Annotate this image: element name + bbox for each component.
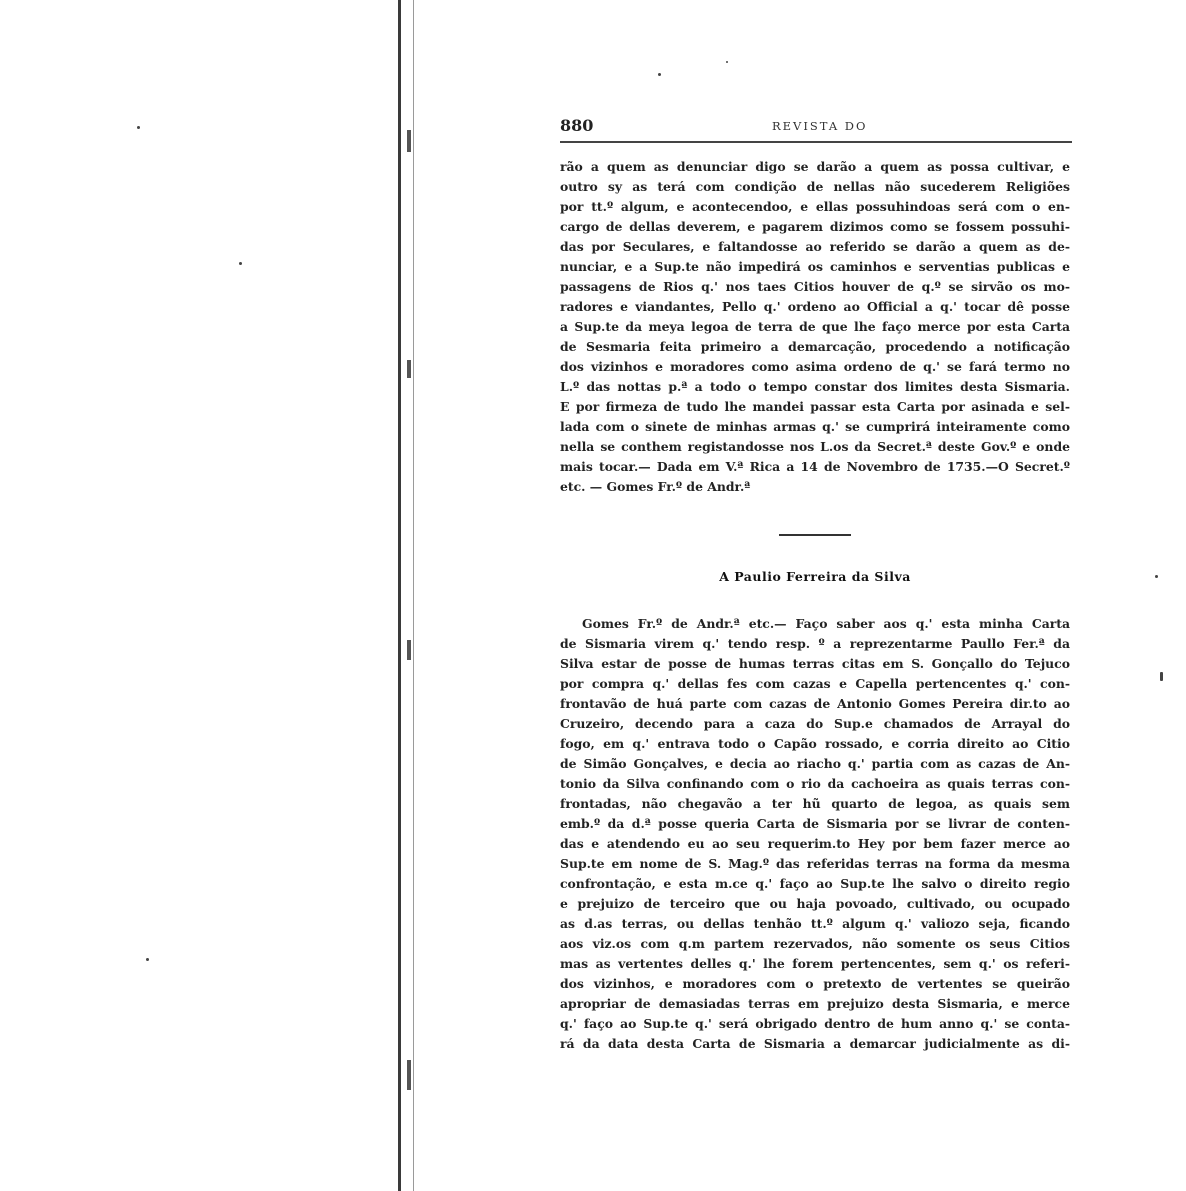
scan-speck bbox=[137, 126, 140, 129]
paragraph-bottom bbox=[560, 614, 1070, 1054]
spine-line bbox=[413, 0, 414, 1191]
section-heading: A Paulio Ferreira da Silva bbox=[719, 569, 911, 584]
scan-speck bbox=[658, 73, 661, 76]
text-line: L.º das nottas p.ª a todo o tempo constar dos limites desta Sismaria. bbox=[560, 379, 1070, 394]
text-line: de Sesmaria feita primeiro a demarcação, procedendo a notificação bbox=[560, 339, 1070, 354]
paragraph-top bbox=[560, 157, 1070, 497]
text-line: das e atendendo eu ao seu requerim.to Hey por bem fazer merce ao bbox=[560, 836, 1070, 851]
section-divider bbox=[779, 534, 851, 536]
scan-speck bbox=[726, 61, 728, 63]
text-line: por tt.º algum, e acontecendoo, e ellas possuhindoas será com o en- bbox=[560, 199, 1070, 214]
text-line: frontavão de huá parte com cazas de Antonio Gomes Pereira dir.to ao bbox=[560, 696, 1070, 711]
text-line: fogo, em q.' entrava todo o Capão rossado, e corria direito ao Citio bbox=[560, 736, 1070, 751]
text-line: dos vizinhos, e moradores com o pretexto de vertentes se queirão bbox=[560, 976, 1070, 991]
text-line: dos vizinhos e moradores como asima ordeno de q.' se fará termo no bbox=[560, 359, 1070, 374]
text-line: emb.º da d.ª posse queria Carta de Sismaria por se livrar de conten- bbox=[560, 816, 1070, 831]
text-line: Gomes Fr.º de Andr.ª etc.— Faço saber aos q.' esta minha Carta bbox=[582, 616, 1070, 631]
scan-speck bbox=[1160, 672, 1163, 681]
text-line: Sup.te em nome de S. Mag.º das referidas terras na forma da mesma bbox=[560, 856, 1070, 871]
page-number: 880 bbox=[560, 116, 594, 135]
text-line: lada com o sinete de minhas armas q.' se cumprirá inteiramente como bbox=[560, 419, 1070, 434]
text-line: das por Seculares, e faltandosse ao referido se darão a quem as de- bbox=[560, 239, 1070, 254]
spine-line bbox=[398, 0, 401, 1191]
text-line: rão a quem as denunciar digo se darão a quem as possa cultivar, e bbox=[560, 159, 1070, 174]
text-line: mais tocar.— Dada em V.ª Rica a 14 de Novembro de 1735.—O Secret.º bbox=[560, 459, 1070, 474]
text-line: etc. — Gomes Fr.º de Andr.ª bbox=[560, 479, 751, 494]
spine-mark bbox=[407, 130, 411, 152]
text-line: tonio da Silva confinando com o rio da cachoeira as quais terras con- bbox=[560, 776, 1070, 791]
scan-speck bbox=[146, 958, 149, 961]
text-line: mas as vertentes delles q.' lhe forem pertencentes, sem q.' os referi- bbox=[560, 956, 1070, 971]
spine-mark bbox=[407, 1060, 411, 1090]
text-line: as d.as terras, ou dellas tenhão tt.º algum q.' valiozo seja, ficando bbox=[560, 916, 1070, 931]
spine-mark bbox=[407, 360, 411, 378]
text-line: radores e viandantes, Pello q.' ordeno ao Official a q.' tocar dê posse bbox=[560, 299, 1070, 314]
text-line: aos viz.os com q.m partem rezervados, não somente os seus Citios bbox=[560, 936, 1070, 951]
text-line: Silva estar de posse de humas terras citas em S. Gonçallo do Tejuco bbox=[560, 656, 1070, 671]
page-spine-edge bbox=[393, 0, 427, 1191]
page-header bbox=[560, 116, 1070, 138]
scan-speck bbox=[1155, 575, 1158, 578]
spine-mark bbox=[407, 640, 411, 660]
text-line: apropriar de demasiadas terras em prejuizo desta Sismaria, e merce bbox=[560, 996, 1070, 1011]
text-line: por compra q.' dellas fes com cazas e Capella pertencentes q.' con- bbox=[560, 676, 1070, 691]
text-line: de Simão Gonçalves, e decia ao riacho q.' partia com as cazas de An- bbox=[560, 756, 1070, 771]
text-line: rá da data desta Carta de Sismaria a demarcar judicialmente as di- bbox=[560, 1036, 1070, 1051]
text-line: nella se conthem registandosse nos L.os da Secret.ª deste Gov.º e onde bbox=[560, 439, 1070, 454]
text-line: confrontação, e esta m.ce q.' faço ao Sup.te lhe salvo o direito regio bbox=[560, 876, 1070, 891]
text-line: passagens de Rios q.' nos taes Citios houver de q.º se sirvão os mo- bbox=[560, 279, 1070, 294]
text-line: nunciar, e a Sup.te não impedirá os caminhos e serventias publicas e bbox=[560, 259, 1070, 274]
scan-speck bbox=[239, 262, 242, 265]
text-line: E por firmeza de tudo lhe mandei passar esta Carta por asinada e sel- bbox=[560, 399, 1070, 414]
text-line: cargo de dellas deverem, e pagarem dizimos como se fossem possuhi- bbox=[560, 219, 1070, 234]
text-line: de Sismaria virem q.' tendo resp. º a reprezentarme Paullo Fer.ª da bbox=[560, 636, 1070, 651]
text-line: frontadas, não chegavão a ter hũ quarto de legoa, as quais sem bbox=[560, 796, 1070, 811]
text-line: outro sy as terá com condição de nellas não sucederem Religiões bbox=[560, 179, 1070, 194]
text-line: e prejuizo de terceiro que ou haja povoado, cultivado, ou ocupado bbox=[560, 896, 1070, 911]
running-title: REVISTA DO bbox=[772, 119, 868, 133]
header-rule bbox=[560, 141, 1072, 143]
text-line: a Sup.te da meya legoa de terra de que lhe faço merce por esta Carta bbox=[560, 319, 1070, 334]
text-line: q.' faço ao Sup.te q.' será obrigado dentro de hum anno q.' se conta- bbox=[560, 1016, 1070, 1031]
text-line: Cruzeiro, decendo para a caza do Sup.e chamados de Arrayal do bbox=[560, 716, 1070, 731]
